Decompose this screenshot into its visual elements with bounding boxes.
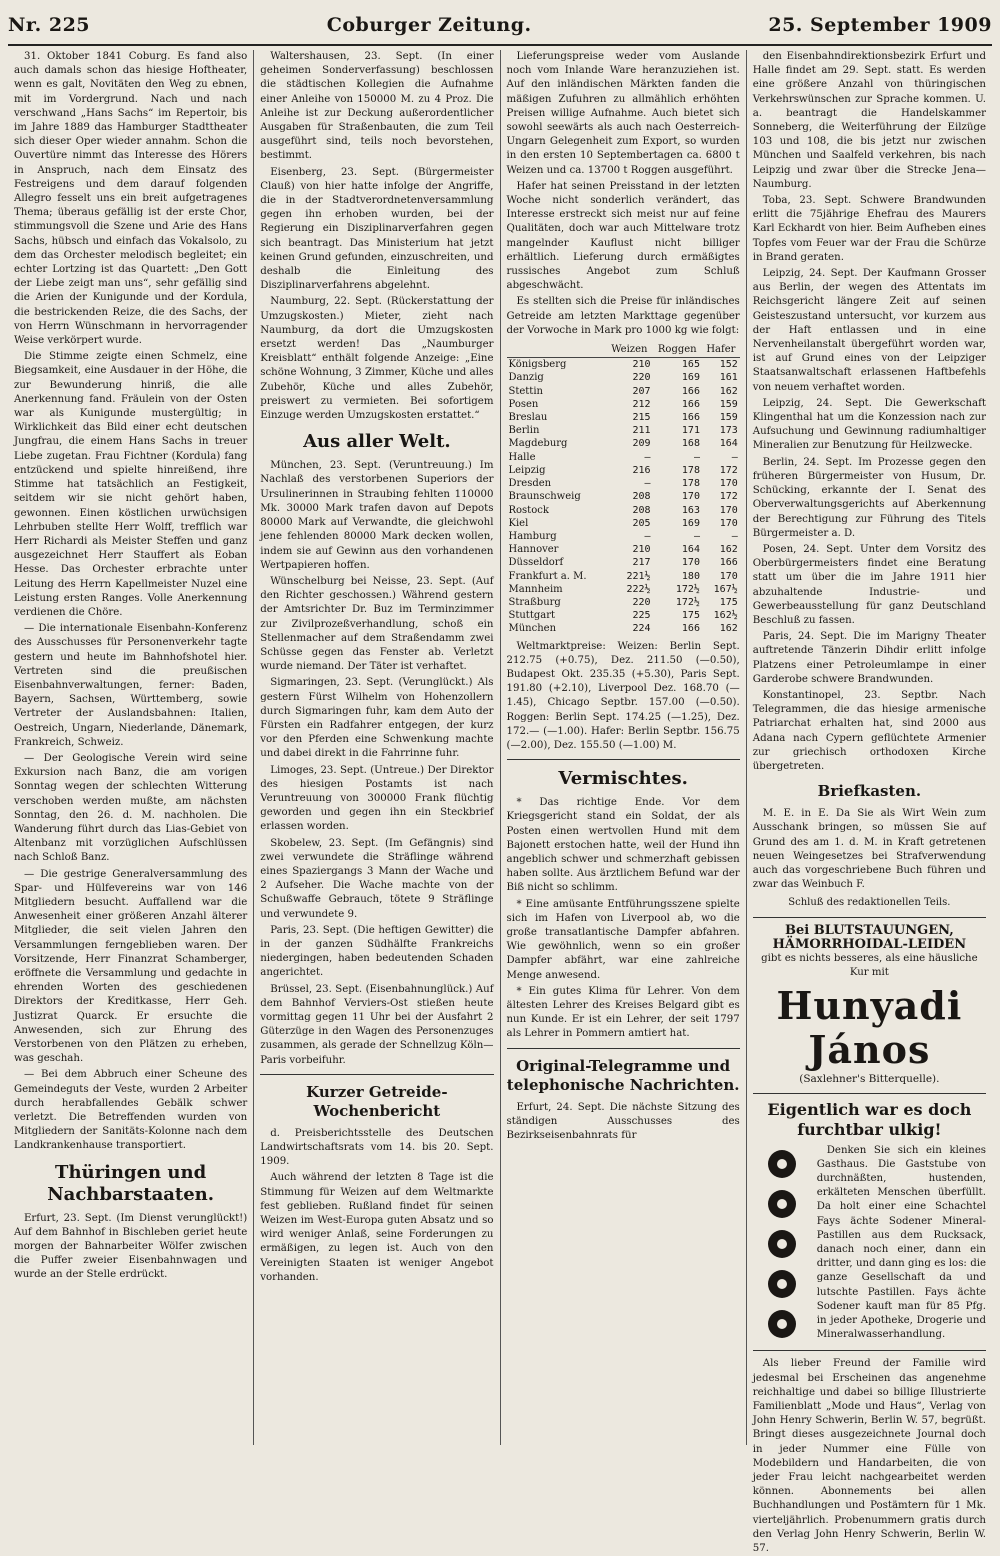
city-cell: Mannheim <box>508 583 563 595</box>
price-cell: 159 <box>719 412 738 424</box>
article-paragraph: Sigmaringen, 23. Sept. (Verunglückt.) Als gestern Fürst Wilhelm von Hohenzollern durch Sigmaringen fuhr, kam dem Auto der Fürsten ein Radfahrer entgegen, der kurz vor den Pferden eine Schwenkung machte und dabei direkt in die Fahrrinne fuhr. <box>260 677 494 760</box>
ad-brand-note: (Saxlehner's Bitterquelle). <box>799 1073 940 1086</box>
price-cell: 175 <box>719 596 738 608</box>
price-cell: 161 <box>719 372 738 384</box>
ad-text: Denken Sie sich ein kleines Gasthaus. Die Gaststube von durchnäßten, hustenden, erkälteten Menschen überfüllt. Da holt einer eine Schachtel Fays ächte Sodener Mineral-Pastillen aus dem Rucksack, danach noch einer, dann ein dritter, und dann ging es los: die ganze Gesellschaft da und lutschte Pastillen. Fays ächte Sodener kauft man für 85 Pfg. in jeder Apotheke, Drogerie und Mineralwasserhandlung. <box>816 1144 986 1341</box>
city-cell: Rostock <box>508 504 549 516</box>
city-cell: Magdeburg <box>508 438 568 450</box>
city-cell: Dresden <box>508 478 552 490</box>
price-cell: 162 <box>719 544 738 556</box>
table-row <box>507 622 740 635</box>
article-paragraph: Weltmarktpreise: Weizen: Berlin Sept. 212.75 (+0.75), Dez. 211.50 (—0.50), Budapest Okt. 235.35 (+5.30), Paris Sept. 191.80 (+2.10), Liverpool Dez. 168.70 (—1.45), Chicago Septbr. 157.00 (—0.50). Roggen: Berlin Sept. 174.25 (—1.25), Dez. 172.— (—1.00). Hafer: Berlin Septbr. 156.75 (—2.00), Dez. 155.50 (—1.00) M. <box>506 640 740 751</box>
article-paragraph: Hafer hat seinen Preisstand in der letzten Woche nicht sonderlich verändert, das Interesse erstreckt sich meist nur auf feine Qualitäten, doch war auch Mittelware trotz mangelnder Kauflust nicht billiger erhältlich. Lieferung durch ermäßigtes russisches Angebot zum Schluß abgeschwächt. <box>506 180 740 292</box>
table-row <box>507 385 740 398</box>
price-cell: 212 <box>632 398 651 410</box>
section-heading: Kurzer Getreide-Wochenbericht <box>306 1082 448 1120</box>
price-cell: 172 <box>719 464 738 476</box>
column-3 <box>501 50 747 1445</box>
city-cell: Posen <box>508 398 539 410</box>
article-paragraph: Toba, 23. Sept. Schwere Brandwunden erlitt die 75jährige Ehefrau des Maurers Karl Eckhardt von hier. Beim Aufheben eines Topfes vom Feuer war der Frau die Schürze in Brand geraten. <box>752 195 986 263</box>
price-cell: 167½ <box>713 583 738 595</box>
price-cell: 166 <box>681 385 700 397</box>
price-cell: — <box>644 530 651 542</box>
price-cell: 175 <box>681 610 700 622</box>
article-paragraph: Paris, 23. Sept. (Die heftigen Gewitter) die in der ganzen Südhälfte Frankreichs niedergingen, haben bedeutenden Schaden angerichtet. <box>260 924 494 979</box>
article-paragraph: Posen, 24. Sept. Unter dem Vorsitz des Oberbürgermeisters findet eine Beratung statt um über die im Jahre 1911 hier abzuhaltende Industrie- und Gewerbeausstellung für ganz Deutschland Beschluß zu fassen. <box>752 543 986 626</box>
end-editorial-note: Schluß des redaktionellen Teils. <box>788 897 951 909</box>
ad-headline: Eigentlich war es doch furchtbar ulkig! <box>767 1099 972 1139</box>
section-heading: Thüringen und Nachbarstaaten. <box>47 1161 215 1205</box>
price-cell: 169 <box>681 372 700 384</box>
article-paragraph: München, 23. Sept. (Veruntreuung.) Im Nachlaß des verstorbenen Superiors der Ursulinerinnen in Straubing fehlten 110000 Mk. 30000 Mark trafen davon auf Depots 80000 Mark auf Verwandte, die gleichwohl jene fehlenden 80000 Mark decken wollen, indem sie auf Gewinn aus den vorhandenen Wertpapieren hoffen. <box>260 460 494 571</box>
article-paragraph: Leipzig, 24. Sept. Die Gewerkschaft Klingenthal hat um die Konzession nach zur Aufsuchung und Gewinnung radiumhaltiger Mineralien zur Benutzung für Heilzwecke. <box>752 397 986 452</box>
article-paragraph: Berlin, 24. Sept. Im Prozesse gegen den früheren Bürgermeister von Husum, Dr. Schücking, erkannte der I. Senat des Oberverwaltungsgerichts auf Aberkennung der Berechtigung zur Führung des Titels Bürgermeister a. D. <box>752 456 986 539</box>
city-cell: Berlin <box>508 425 540 437</box>
section-heading: Aus aller Welt. <box>303 431 451 453</box>
city-cell: Kiel <box>508 517 529 529</box>
table-row <box>507 477 740 490</box>
city-cell: Stuttgart <box>508 610 556 622</box>
price-cell: 170 <box>719 478 738 490</box>
article-paragraph: Limoges, 23. Sept. (Untreue.) Der Direktor des hiesigen Postamts ist nach Veruntreuung von 300000 Frank flüchtig geworden und gegen ihn ein Steckbrief erlassen worden. <box>260 764 494 833</box>
price-cell: 168 <box>681 438 700 450</box>
price-cell: 217 <box>632 557 651 569</box>
price-cell: — <box>731 451 738 463</box>
table-row <box>507 424 740 437</box>
price-cell: 170 <box>681 491 700 503</box>
table-header-cell <box>507 342 607 358</box>
city-cell: Danzig <box>508 372 544 384</box>
price-cell: 208 <box>632 504 651 516</box>
article-paragraph: Als lieber Freund der Familie wird jedesmal bei Erscheinen das angenehme reichhaltige und dabei so billige Illustrierte Familienblatt „Mode und Haus“, Verlag von John Henry Schwerin, Berlin W. 57, begrüßt. Bringt dieses ausgezeichnete Journal doch in jeder Nummer eine Fülle von Modebildern und Handarbeiten, die von jeder Frau leicht nachgearbeitet werden können. Abonnements bei allen Buchhandlungen und Postämtern für 1 Mk. vierteljährlich. Probenummern gratis durch den Verlag John Henry Schwerin, Berlin W. 57. <box>752 1358 986 1555</box>
ad-brand-name: Hunyadi János <box>776 983 963 1073</box>
article-paragraph: Naumburg, 22. Sept. (Rückerstattung der Umzugskosten.) Mieter, zieht nach Naumburg, da dort die Umzugskosten ersetzt werden! Das „Naumburger Kreisblatt“ enthält folgende Anzeige: „Eine schöne Wohnung, 3 Zimmer, Küche und alles Zubehör, Küche und alles Zubehör, preiswert zu vermieten. Bei sofortigem Einzuge werden Umzugskosten erstattet.“ <box>260 296 494 422</box>
table-row <box>507 570 740 583</box>
issue-date: 25. September 1909 <box>768 14 992 36</box>
divider <box>753 1350 986 1351</box>
article-paragraph: Auch während der letzten 8 Tage ist die Stimmung für Weizen auf dem Weltmarkte fest geblieben. Rußland findet für seinen Weizen im West-Europa guten Absatz und so wird weniger Anlaß, seine Forderungen zu ermäßigen, zu legen ist. Auch von den Vereinigten Staaten ist weniger Angebot vorhanden. <box>260 1172 494 1283</box>
price-cell: 166 <box>719 557 738 569</box>
city-cell: Leipzig <box>508 464 546 476</box>
table-row <box>507 504 740 517</box>
section-heading: Original-Telegramme und telephonische Nachrichten. <box>506 1056 740 1094</box>
city-cell: Braunschweig <box>508 491 581 503</box>
city-cell: Hamburg <box>508 530 557 542</box>
issue-number: Nr. 225 <box>8 14 91 36</box>
article-paragraph: Erfurt, 23. Sept. (Im Dienst verunglückt!) Auf dem Bahnhof in Bischleben geriet heute morgen der Bahnarbeiter Wölfer zwischen die Puffer zweier Eisenbahnwagen und wurde an der Stelle erdrückt. <box>14 1212 248 1281</box>
article-paragraph: Eisenberg, 23. Sept. (Bürgermeister Clauß) von hier hatte infolge der Angriffe, die in der Stadtverordnetenversammlung gegen ihn erhoben wurden, bei der Regierung ein Disziplinarverfahren gegen sich beantragt. Das Ministerium hat jetzt keinen Grund gefunden, einzuschreiten, und deshalb die Einleitung des Disziplinarverfahrens abgelehnt. <box>260 166 494 292</box>
price-cell: 171 <box>681 425 700 437</box>
section-heading: Vermischtes. <box>558 768 688 790</box>
price-cell: 166 <box>681 623 700 635</box>
divider <box>753 917 986 918</box>
table-header-cell: Hafer <box>702 342 740 358</box>
price-cell: 172½ <box>675 596 700 608</box>
price-cell: 166 <box>681 398 700 410</box>
table-row <box>507 371 740 384</box>
price-cell: — <box>731 530 738 542</box>
price-cell: — <box>693 530 700 542</box>
city-cell: Stettin <box>508 385 543 397</box>
price-cell: 209 <box>632 438 651 450</box>
table-row <box>507 437 740 450</box>
table-header-cell: Roggen <box>653 342 702 358</box>
table-row <box>507 543 740 556</box>
price-cell: — <box>644 451 651 463</box>
article-paragraph: Erfurt, 24. Sept. Die nächste Sitzung des ständigen Ausschusses des Bezirkseisenbahnrats für <box>506 1101 740 1142</box>
price-cell: 170 <box>719 504 738 516</box>
table-row <box>507 398 740 411</box>
article-paragraph: M. E. in E. Da Sie als Wirt Wein zum Ausschank bringen, so müssen Sie auf Grund des am 1. d. M. in Kraft getretenen neuen Weingesetzes bei Strafverwendung auch das vorgeschriebene Buch führen und zwar das Weinbuch F. <box>752 808 986 891</box>
table-row <box>507 583 740 596</box>
price-cell: 170 <box>719 570 738 582</box>
article-paragraph: — Die internationale Eisenbahn-Konferenz des Ausschusses für Personenverkehr tagte gestern und heute im Bahnhofshotel hier. Vertreten sind die preußischen Eisenbahnverwaltungen, ferner: Baden, Bayern, Sachsen, Württemberg, sowie Vertreter der Auslandsbahnen: Italien, Oestreich, Ungarn, Niederlande, Dänemark, Frankreich, Schweiz. <box>14 623 248 748</box>
divider <box>753 1093 986 1094</box>
price-cell: 169 <box>681 517 700 529</box>
grain-price-table <box>507 342 740 635</box>
price-cell: 162 <box>719 623 738 635</box>
price-cell: 173 <box>719 425 738 437</box>
price-cell: 224 <box>632 623 651 635</box>
price-cell: — <box>693 451 700 463</box>
price-cell: 159 <box>719 398 738 410</box>
price-cell: 222½ <box>626 583 651 595</box>
article-paragraph: Brüssel, 23. Sept. (Eisenbahnunglück.) Auf dem Bahnhof Verviers-Ost stießen heute vormittag gegen 11 Uhr bei der Ausfahrt 2 Güterzüge in den Wagen des Personenzuges zusammen, als gerade der Schnellzug Köln—Paris vorbeifuhr. <box>260 983 494 1066</box>
article-paragraph: 31. Oktober 1841 Coburg. Es fand also auch damals schon das hiesige Hoftheater, wenn es galt, Novitäten den Weg zu ebnen, mit im Vordergrund. Nach und nach verschwand „Hans Sachs“ im Repertoir, bis im Jahre 1889 das Hamburger Stadttheater sich dieser Oper wieder annahm. Schon die Ouvertüre nimmt das Interesse des Hörers in Anspruch, nach dem Einsatz des Festreigens und dem darauf folgenden Allegro fesselt uns ein breit aufgetragenes Thema; überaus gefällig ist der erste Chor, stimmungsvoll die Szene und Arie des Hans Sachs, hübsch und einfach das Vokalsolo, zu dem das Orchester melodisch begleitet; ein echter Lortzing ist das Quartett: „Den Gott der Liebe zeigt man uns“, sehr gefällig sind die Arien der Kunigunde und der Kordula, die bestrickenden Reize, die des Sachs, der von Herrn Wünschmann in hervorragender Weise verkörpert wurde. <box>14 51 248 347</box>
table-row <box>507 596 740 609</box>
table-row <box>507 464 740 477</box>
masthead <box>8 6 992 46</box>
article-paragraph: den Eisenbahndirektionsbezirk Erfurt und Halle findet am 29. Sept. statt. Es werden eine größere Anzahl von thüringischen Verkehrswünschen zur Sprache kommen. U. a. beantragt die Handelskammer Sonneberg, die Weiterführung der Eilzüge 103 und 108, die bis jetzt nur zwischen München und Saalfeld verkehren, bis nach Leipzig und zwar über die Strecke Jena—Naumburg. <box>752 51 986 190</box>
article-paragraph: Paris, 24. Sept. Die im Marigny Theater auftretende Tänzerin Dihdir erlitt infolge Platzens einer Petroleumlampe in einer Garderobe schwere Brandwunden. <box>752 631 986 685</box>
price-cell: 216 <box>632 464 651 476</box>
article-paragraph: * Ein gutes Klima für Lehrer. Von dem ältesten Lehrer des Kreises Belgard gibt es nun Kunde. Er ist ein Lehrer, der seit 1797 als Lehrer in Pommern amtiert hat. <box>506 985 740 1040</box>
price-cell: 152 <box>719 359 738 371</box>
city-cell: Hannover <box>508 544 559 556</box>
table-row <box>507 556 740 569</box>
newspaper-title: Coburger Zeitung. <box>326 14 532 36</box>
article-paragraph: Konstantinopel, 23. Septbr. Nach Telegrammen, die das hiesige armenische Patriarchat erhalten hat, sind 2000 aus Adana nach Cypern geflüchtete Armenier zur griechisch orthodoxen Kirche übergetreten. <box>752 689 986 772</box>
price-cell: 164 <box>719 438 738 450</box>
price-cell: 164 <box>681 544 700 556</box>
article-paragraph: Lieferungspreise weder vom Auslande noch vom Inlande Ware heranzuziehen ist. Auf den inländischen Märkten fanden die mäßigen Zufuhren zu allmählich erhöhten Preisen willige Aufnahme. Auch bietet sich sowohl seewärts als auch nach Oesterreich-Ungarn Gelegenheit zum Export, so wurden in den ersten 10 Septembertagen ca. 6800 t Weizen und ca. 13700 t Roggen ausgeführt. <box>506 51 740 176</box>
article-paragraph: Es stellten sich die Preise für inländisches Getreide am letzten Markttage gegenüber der Vorwoche in Mark pro 1000 kg wie folgt: <box>506 296 740 336</box>
section-subheading: d. Preisberichtsstelle des Deutschen Landwirtschaftsrats vom 14. bis 20. Sept. 1909. <box>260 1127 494 1168</box>
city-cell: Düsseldorf <box>508 557 564 569</box>
article-paragraph: Waltershausen, 23. Sept. (In einer geheimen Sonderverfassung) beschlossen die städtischen Kollegien die Aufnahme einer Anleihe von 150000 M. zu 4 Proz. Die Anleihe ist zur Deckung außerordentlicher Ausgaben für Straßenbauten, die zum Teil ausgeführt sind, teils noch bevorstehen, bestimmt. <box>260 51 494 162</box>
city-cell: Halle <box>508 451 536 463</box>
table-header-row <box>507 342 740 358</box>
price-cell: 170 <box>681 557 700 569</box>
divider <box>507 1048 740 1049</box>
article-paragraph: * Eine amüsante Entführungsszene spielte sich im Hafen von Liverpool ab, wo die große transatlantische Dampfer abfahren. Wie gewöhnlich, wenn so ein großer Dampfer abfährt, war eine zahlreiche Menge anwesend. <box>506 898 740 981</box>
table-row <box>507 490 740 503</box>
city-cell: Königsberg <box>508 359 567 371</box>
article-paragraph: Leipzig, 24. Sept. Der Kaufmann Grosser aus Berlin, der wegen des Attentats im Reichsgericht längere Zeit auf seinen Geisteszustand untersucht, vor kurzem aus der Haft entlassen und in eine Nervenheilanstalt übergeführt worden war, ist auf Grund eines von der Leipziger Staatsanwaltschaft erlassenen Haftbefehls von neuem verhaftet worden. <box>752 268 986 393</box>
table-row <box>507 609 740 622</box>
table-header-cell: Weizen <box>606 342 652 358</box>
column-4 <box>747 50 992 1555</box>
divider <box>260 1074 493 1075</box>
article-paragraph: Wünschelburg bei Neisse, 23. Sept. (Auf den Richter geschossen.) Während gestern der Amtsrichter Dr. Buz im Terminzimmer zur Zivilprozeßverhandlung, schoß ein Stellenmacher auf dem Straßendamm zwei Schüsse gegen das Fenster ab. Verletzt wurde niemand. Der Täter ist verhaftet. <box>260 575 494 673</box>
price-cell: 207 <box>632 385 651 397</box>
table-row <box>507 411 740 424</box>
city-cell: Straßburg <box>508 596 561 608</box>
table-body <box>507 358 740 636</box>
ad-box <box>753 1144 986 1345</box>
price-cell: — <box>644 478 651 490</box>
divider <box>507 759 740 760</box>
ad-heading: Bei BLUTSTAUUNGEN, HÄMORRHOIDAL-LEIDEN <box>772 922 967 952</box>
ornament-icon <box>753 1144 811 1345</box>
article-paragraph: — Die gestrige Generalversammlung des Spar- und Hülfevereins war von 146 Mitgliedern besucht. Auffallend war die Anwesenheit einer größeren Anzahl älterer Mitglieder, die seit vielen Jahren den Versammlungen ferngeblieben waren. Der Vorsitzende, Herr Finanzrat Schamberger, eröffnete die Versammlung und gedachte in ehrenden Worten des geschiedenen Direktors der Kreditkasse, Herr Geh. Justizrat Quarck. Er ersuchte die Anwesenden, sich zur Ehrung des Verstorbenen von den Plätzen zu erheben, was geschah. <box>14 868 248 1065</box>
price-cell: 210 <box>632 359 651 371</box>
price-cell: 162 <box>719 385 738 397</box>
price-cell: 166 <box>681 412 700 424</box>
table-row <box>507 451 740 464</box>
article-paragraph: — Bei dem Abbruch einer Scheune des Gemeindeguts der Veste, wurden 2 Arbeiter durch herabfallendes Gebälk schwer verletzt. Die Betreffenden wurden von Mitgliedern der Sanitäts-Kolonne nach dem Landkrankenhause transportiert. <box>14 1069 248 1152</box>
columns <box>8 50 992 1555</box>
price-cell: 221½ <box>626 570 651 582</box>
price-cell: 170 <box>719 517 738 529</box>
price-cell: 205 <box>632 517 651 529</box>
article-paragraph: Skobelew, 23. Sept. (Im Gefängnis) sind zwei verwundete die Sträflinge während eines Spaziergangs 3 Mann der Wache und 2 Aufseher. Die Wache machte von der Schußwaffe Gebrauch, tötete 9 Sträflinge und verwundete 9. <box>260 837 494 920</box>
price-cell: 220 <box>632 596 651 608</box>
price-cell: 165 <box>681 359 700 371</box>
table-row <box>507 358 740 372</box>
table-row <box>507 530 740 543</box>
price-cell: 172 <box>719 491 738 503</box>
article-paragraph: Die Stimme zeigte einen Schmelz, eine Biegsamkeit, eine Ausdauer in der Höhe, die zur Bewunderung hinriß, die alle Anerkennung fand. Fräulein von der Osten war als Kunigunde mustergültig; in Wirklichkeit das Bild einer echt deutschen Jungfrau, die einem Hans Sachs in treuer Liebe zugetan. Frau Fichtner (Kordula) fang entzückend und spielte hinreißend, ihre Stimme hat tatsächlich an Festigkeit, seitdem wir sie nicht gehört haben, gewonnen. Einen köstlichen urwüchsigen Lehrbuben stellte Herr Wolff, trefflich war Herr Richardi als Meister Steffen und ganz ausgezeichnet Herr Stauffert als Eoban Hesse. Das Orchester erbrachte unter Leitung des Herrn Kapellmeister Nuzel eine Leistung ersten Ranges. Volle Anerkennung verdienen die Chöre. <box>14 351 248 618</box>
ad-subheading: gibt es nichts besseres, als eine häusliche Kur mit <box>761 952 978 979</box>
price-cell: 220 <box>632 372 651 384</box>
price-cell: 210 <box>632 544 651 556</box>
price-cell: 225 <box>632 610 651 622</box>
table-row <box>507 517 740 530</box>
price-cell: 178 <box>681 478 700 490</box>
price-cell: 211 <box>632 425 651 437</box>
section-heading: Briefkasten. <box>817 782 922 801</box>
city-cell: Breslau <box>508 412 548 424</box>
price-cell: 162½ <box>713 610 738 622</box>
price-cell: 163 <box>681 504 700 516</box>
price-cell: 208 <box>632 491 651 503</box>
article-paragraph: — Der Geologische Verein wird seine Exkursion nach Banz, die am vorigen Sonntag wegen der schlechten Witterung verschoben werden mußte, am nächsten Sonntag, den 26. d. M. nachholen. Die Wanderung führt durch das Lias-Gebiet von Altenbanz mit vorzüglichen Aufschlüssen nach Schloß Banz. <box>14 752 248 864</box>
price-cell: 180 <box>681 570 700 582</box>
article-paragraph: * Das richtige Ende. Vor dem Kriegsgericht stand ein Soldat, der als Posten einen wertvollen Hund mit dem Bajonett erstochen hatte, weil der Hund ihn angeblich schwer und schmerzhaft gebissen haben sollte. Aus ärztlichem Befund war der Biß nicht so schlimm. <box>506 797 740 894</box>
column-2 <box>254 50 500 1445</box>
column-1 <box>8 50 254 1445</box>
price-cell: 172½ <box>675 583 700 595</box>
city-cell: München <box>508 623 557 635</box>
price-cell: 178 <box>681 464 700 476</box>
city-cell: Frankfurt a. M. <box>508 570 587 582</box>
price-cell: 215 <box>632 412 651 424</box>
